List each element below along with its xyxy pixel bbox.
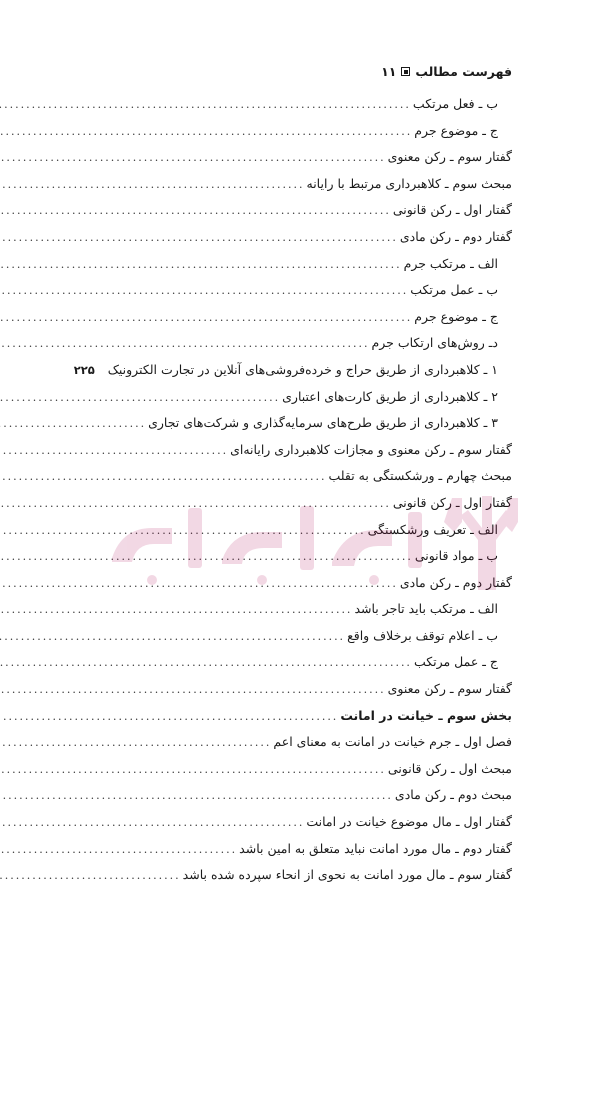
toc-entry-title: گفتار اول ـ مال موضوع خیانت در امانت	[306, 814, 512, 830]
running-header	[381, 64, 512, 79]
toc-entry	[88, 787, 512, 814]
toc-entry	[88, 628, 512, 655]
toc-entry	[88, 761, 512, 788]
dot-leader	[0, 524, 366, 537]
toc-entry	[88, 309, 512, 336]
toc-entry-title: گفتار دوم ـ مال مورد امانت نباید متعلق به امین باشد	[239, 840, 512, 856]
toc-entry-title: فصل اول ـ جرم خیانت در امانت به معنای اعم	[273, 734, 512, 750]
square-bullet-icon	[401, 67, 410, 76]
dot-leader	[0, 683, 386, 696]
dot-leader	[0, 98, 411, 111]
toc-entry	[88, 335, 512, 362]
dot-leader	[0, 763, 386, 776]
dot-leader	[0, 337, 370, 350]
dot-leader	[0, 550, 413, 563]
toc-entry-title: گفتار سوم ـ رکن معنوی و مجازات کلاهبرداری رایانه‌ای	[230, 441, 512, 457]
toc-entry-title: بخش سوم ـ خیانت در امانت	[340, 707, 512, 723]
table-of-contents	[73, 96, 512, 894]
toc-entry	[73, 361, 512, 389]
dot-leader	[0, 710, 338, 723]
toc-entry-title: ج ـ موضوع جرم	[414, 308, 498, 324]
toc-entry-title: دـ روش‌های ارتکاب جرم	[371, 335, 498, 351]
toc-entry-title: مبحث چهارم ـ ورشکستگی به تقلب	[328, 468, 512, 484]
toc-entry-title: ۱ ـ کلاهبرداری از طریق حراج و خرده‌فروشی‌های آنلاین در تجارت الکترونیک	[107, 361, 498, 377]
dot-leader	[0, 231, 398, 244]
dot-leader	[0, 630, 345, 643]
toc-entry-title: الف ـ تعریف ورشکستگی	[367, 521, 498, 537]
toc-entry-title: ب ـ اعلام توقف برخلاف واقع	[347, 627, 498, 643]
toc-entry	[88, 841, 512, 868]
dot-leader	[0, 843, 237, 856]
header-page-number: ۱۱	[381, 64, 397, 79]
toc-entry	[88, 256, 512, 283]
dot-leader	[0, 125, 412, 138]
dot-leader	[0, 497, 391, 510]
toc-entry	[88, 229, 512, 256]
dot-leader	[0, 417, 146, 430]
toc-entry	[88, 681, 512, 708]
toc-entry-title: ج ـ عمل مرتکب	[413, 654, 498, 670]
toc-entry	[88, 176, 512, 203]
dot-leader	[0, 151, 386, 164]
toc-entry-title: گفتار اول ـ رکن قانونی	[392, 202, 512, 218]
toc-entry-title: مبحث اول ـ رکن قانونی	[387, 760, 512, 776]
dot-leader	[0, 178, 305, 191]
toc-entry	[88, 867, 512, 894]
header-title: فهرست مطالب	[415, 64, 512, 79]
toc-entry	[88, 149, 512, 176]
toc-entry-title: مبحث دوم ـ رکن مادی	[394, 787, 512, 803]
toc-entry	[88, 708, 512, 735]
dot-leader	[0, 869, 181, 882]
dot-leader	[0, 470, 326, 483]
toc-entry	[88, 282, 512, 309]
toc-entry-title: ۲ ـ کلاهبرداری از طریق کارت‌های اعتباری	[282, 388, 498, 404]
toc-entry	[88, 415, 512, 442]
toc-entry	[88, 495, 512, 522]
toc-entry-page-number: ۲۲۵	[73, 362, 95, 377]
toc-entry-title: ۳ ـ کلاهبرداری از طریق طرح‌های سرمایه‌گذاری و شرکت‌های تجاری	[148, 415, 498, 431]
toc-entry	[88, 654, 512, 681]
toc-entry-title: الف ـ مرتکب باید تاجر باشد	[354, 601, 498, 617]
toc-entry-title: گفتار دوم ـ رکن مادی	[399, 228, 512, 244]
toc-entry-title: ب ـ فعل مرتکب	[412, 96, 498, 111]
toc-entry	[88, 734, 512, 761]
dot-leader	[0, 816, 304, 829]
dot-leader	[0, 311, 412, 324]
toc-entry	[88, 575, 512, 602]
toc-entry	[88, 601, 512, 628]
toc-entry-title: گفتار دوم ـ رکن مادی	[399, 574, 512, 590]
dot-leader	[0, 603, 352, 616]
dot-leader	[0, 736, 271, 749]
toc-entry-title: گفتار سوم ـ رکن معنوی	[387, 149, 512, 165]
toc-entry-title: الف ـ مرتکب جرم	[403, 255, 498, 271]
toc-entry	[88, 814, 512, 841]
toc-entry	[88, 442, 512, 469]
dot-leader	[0, 391, 280, 404]
dot-leader	[0, 258, 402, 271]
toc-entry	[88, 96, 512, 123]
toc-entry-title: ب ـ مواد قانونی	[414, 548, 498, 564]
toc-entry	[88, 548, 512, 575]
toc-entry-title: مبحث سوم ـ کلاهبرداری مرتبط با رایانه	[306, 175, 512, 191]
dot-leader	[0, 656, 412, 669]
toc-entry-title: گفتار سوم ـ مال مورد امانت به نحوی از انحاء سپرده شده باشد	[182, 867, 512, 883]
toc-entry-title: ب ـ عمل مرتکب	[410, 282, 498, 298]
toc-entry-title: ج ـ موضوع جرم	[414, 122, 498, 138]
toc-entry	[88, 202, 512, 229]
toc-entry	[88, 389, 512, 416]
toc-entry	[88, 468, 512, 495]
dot-leader	[0, 577, 398, 590]
dot-leader	[0, 284, 408, 297]
toc-entry	[88, 522, 512, 549]
dot-leader	[0, 204, 391, 217]
toc-entry-title: گفتار سوم ـ رکن معنوی	[387, 681, 512, 697]
toc-entry-title: گفتار اول ـ رکن قانونی	[392, 494, 512, 510]
dot-leader	[0, 789, 393, 802]
toc-entry	[88, 123, 512, 150]
dot-leader	[0, 444, 228, 457]
